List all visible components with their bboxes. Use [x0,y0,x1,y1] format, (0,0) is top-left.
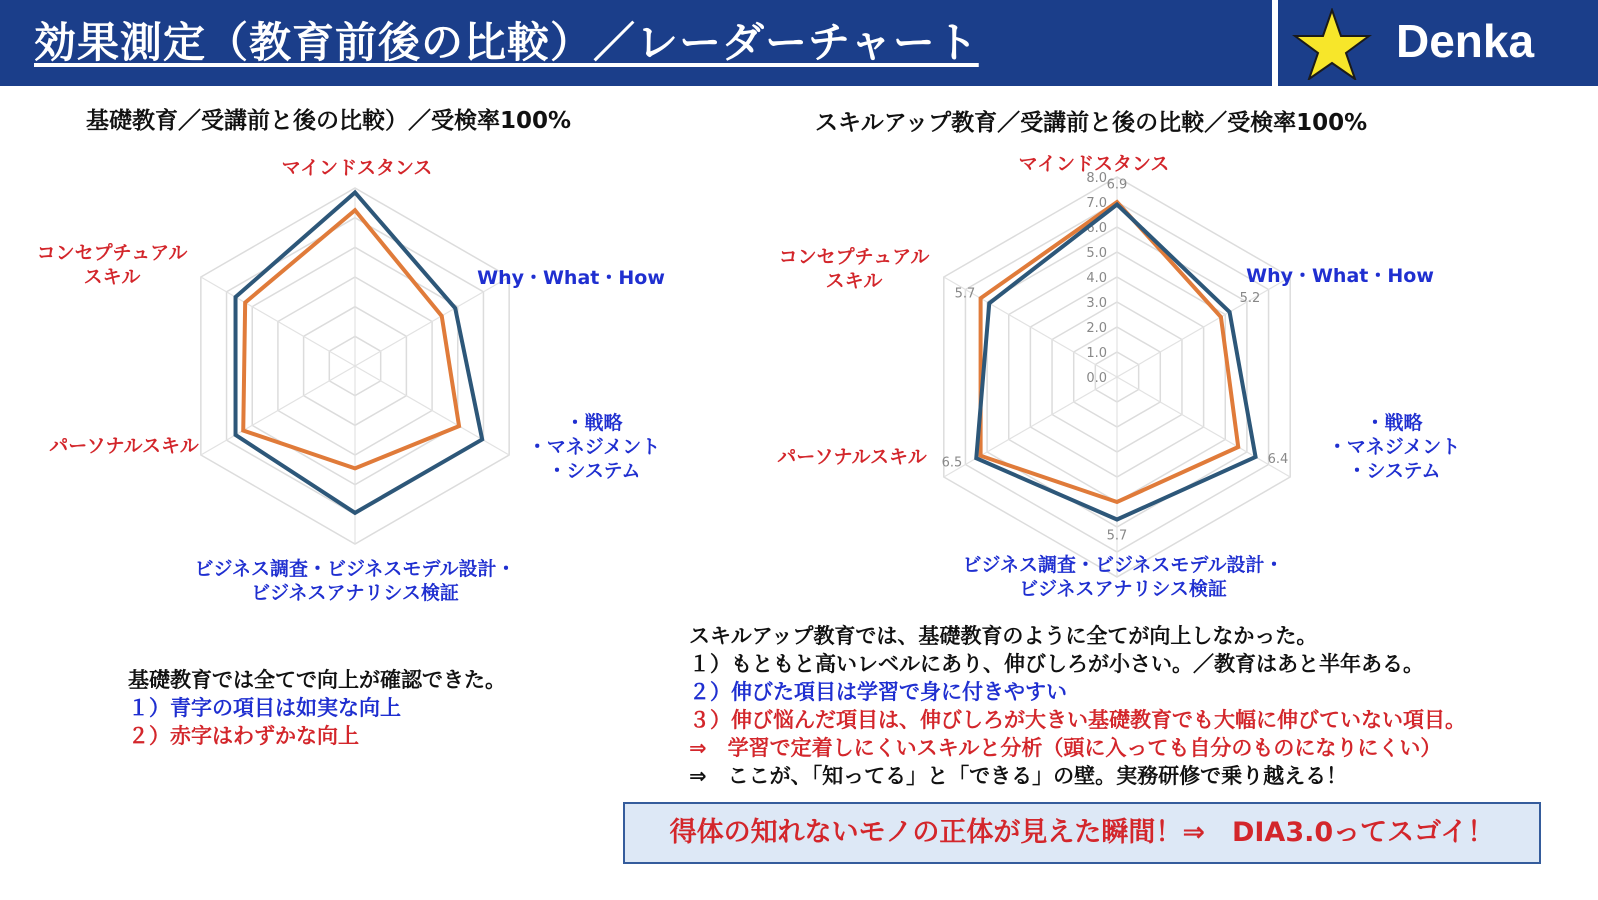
callout-box: 得体の知れないモノの正体が見えた瞬間！⇒ DIA3.0ってスゴイ！ [623,802,1541,864]
axis-label-personal-skill: パーソナルスキル [49,435,199,457]
tick-label: 4.0 [1086,271,1107,286]
axis-label-mind-stance: マインドスタンス [281,157,433,179]
axis-label-personal-skill-2: パーソナルスキル [777,446,927,468]
logo-text: Denka [1396,15,1535,67]
axis-label-mind-stance-2: マインドスタンス [1018,153,1170,175]
note-line: ２）伸びた項目は学習で身に付きやすい [689,680,1067,704]
tick-label: 5.0 [1086,246,1107,261]
note-line: ３）伸び悩んだ項目は、伸びしろが大きい基礎教育でも大幅に伸びていない項目。 [689,708,1466,732]
tick-label: 6.0 [1086,221,1107,236]
chart-title-skillup: スキルアップ教育／受講前と後の比較／受検率100% [815,110,1368,136]
data-label: 6.4 [1267,452,1289,467]
note-line: ⇒ ここが、「知ってる」と「できる」の壁。実務研修で乗り越える！ [689,764,1348,788]
axis-label-strategy-2: ・戦略 ・マネジメント ・システム [1327,412,1461,482]
tick-label: 7.0 [1086,196,1107,211]
page-title: 効果測定（教育前後の比較）／レーダーチャート [34,18,979,67]
axis-label-business-research-2: ビジネス調査・ビジネスモデル設計・ ビジネスアナリシス検証 [962,554,1284,600]
note-line: スキルアップ教育では、基礎教育のように全てが向上しなかった。 [689,624,1318,648]
data-label: 5.7 [1106,528,1128,544]
note-line: １）青字の項目は如実な向上 [128,696,401,720]
axis-label-why-what-how: Why・What・How [477,267,665,289]
tick-label: 3.0 [1086,296,1107,311]
data-label: 5.7 [954,286,976,302]
notes-skillup [689,622,1466,790]
note-line: ２）赤字はわずかな向上 [128,724,359,748]
axis-label-strategy: ・戦略 ・マネジメント ・システム [527,412,661,482]
notes-basic [128,666,506,750]
axis-label-business-research: ビジネス調査・ビジネスモデル設計・ ビジネスアナリシス検証 [194,558,516,604]
tick-label: 2.0 [1086,321,1107,336]
axis-label-conceptual-skill-2: コンセプチュアル スキル [778,246,930,292]
chart-title-basic: 基礎教育／受講前と後の比較）／受検率100% [86,108,572,134]
series-after [976,205,1255,520]
note-line: ⇒ 学習で定着しにくいスキルと分析（頭に入っても自分のものになりにくい） [689,736,1442,760]
axis-label-conceptual-skill: コンセプチュアル スキル [36,242,188,288]
axis-label-why-what-how-2: Why・What・How [1246,265,1434,287]
data-label: 5.2 [1239,291,1261,306]
data-label: 6.5 [941,455,963,471]
note-line: 基礎教育では全てで向上が確認できた。 [128,668,506,692]
series-before [981,202,1239,502]
data-label: 6.9 [1106,177,1128,193]
tick-label: 8.0 [1086,171,1107,186]
note-line: １）もともと高いレベルにあり、伸びしろが小さい。／教育はあと半年ある。 [689,652,1424,676]
tick-label: 1.0 [1086,346,1107,361]
tick-label: 0.0 [1086,371,1107,386]
